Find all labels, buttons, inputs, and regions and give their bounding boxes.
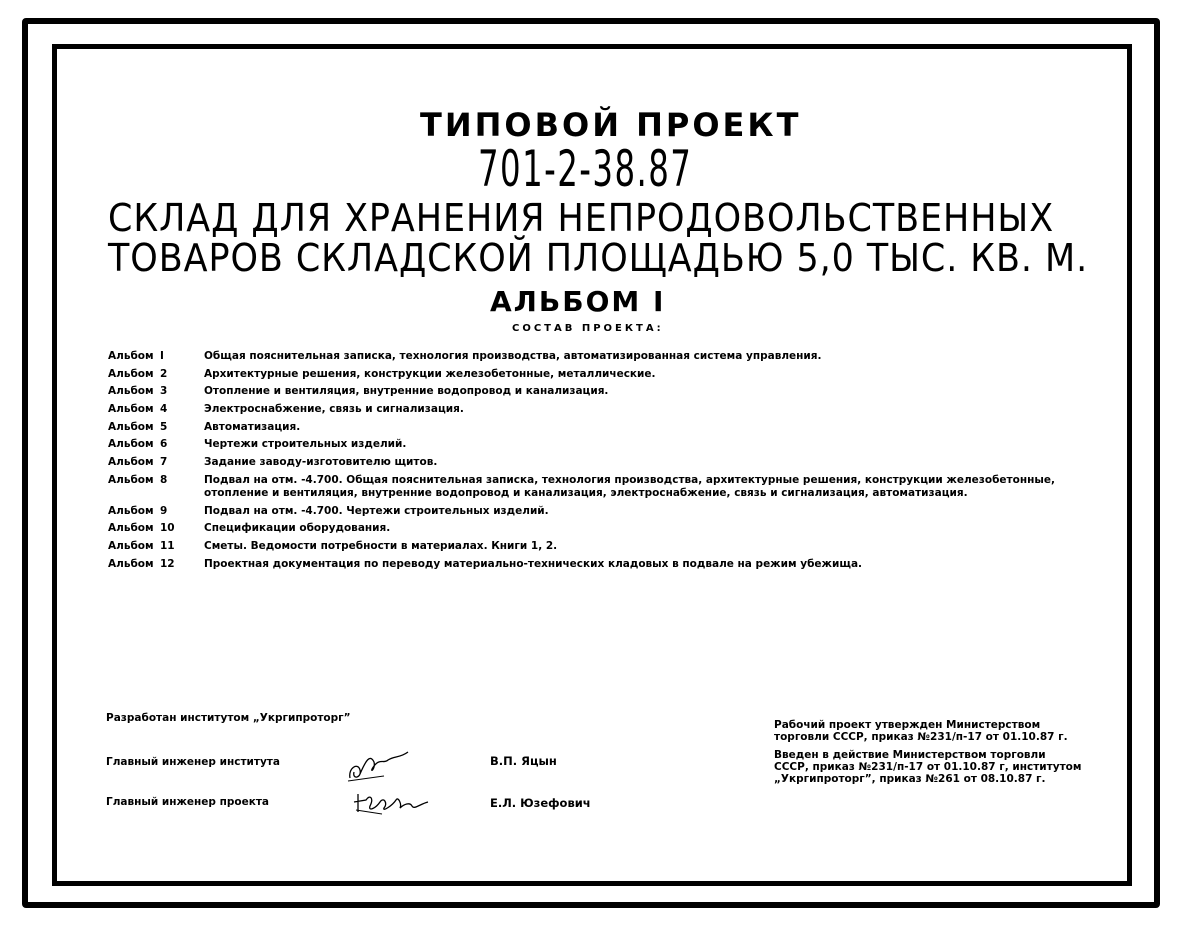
- album-number: 12: [160, 557, 175, 570]
- album-description: Подвал на отм. -4.700. Общая пояснительная записка, технология производства, архитектурные решения, конструкции железобетонные, отопление и вентиляция, внутренние водопровод и канализация, электроснабжение, связь и сигнализация, автоматизация.: [204, 473, 1055, 499]
- album-label: Альбом: [108, 367, 154, 380]
- album-row: [108, 403, 1108, 416]
- album-number: 10: [160, 522, 175, 535]
- album-number: 5: [160, 420, 168, 433]
- project-title: [108, 198, 1088, 278]
- album-row: [108, 456, 1108, 469]
- album-label: Альбом: [108, 557, 154, 570]
- album-label: Альбом: [108, 539, 154, 552]
- album-row: [108, 368, 1108, 381]
- album-description: Спецификации оборудования.: [204, 522, 391, 535]
- album-description: Архитектурные решения, конструкции железобетонные, металлические.: [204, 367, 656, 380]
- album-description: Электроснабжение, связь и сигнализация.: [204, 403, 464, 416]
- album-number: 2: [160, 367, 168, 380]
- developed-by: Разработан институтом „Укргипроторг”: [106, 712, 351, 724]
- album-row: [108, 540, 1108, 553]
- album-description: Подвал на отм. -4.700. Чертежи строительных изделий.: [204, 504, 549, 517]
- composition-heading: СОСТАВ ПРОЕКТА:: [512, 323, 664, 334]
- album-number: 8: [160, 473, 168, 486]
- album-number: I: [160, 350, 164, 362]
- chief-engineer-institute-label: Главный инженер института: [106, 756, 280, 768]
- album-row: [108, 505, 1108, 518]
- album-label: Альбом: [108, 403, 154, 416]
- chief-engineer-project-name: Е.Л. Юзефович: [490, 796, 591, 810]
- album-label: Альбом: [108, 438, 154, 451]
- album-label: Альбом: [108, 350, 154, 362]
- album-row: [108, 421, 1108, 434]
- album-row: [108, 522, 1108, 535]
- album-number: 3: [160, 385, 168, 398]
- chief-engineer-institute-name: В.П. Яцын: [490, 754, 557, 768]
- project-title-line1: СКЛАД ДЛЯ ХРАНЕНИЯ НЕПРОДОВОЛЬСТВЕННЫХ: [108, 196, 1055, 240]
- album-number: 6: [160, 438, 168, 451]
- album-row: [108, 438, 1108, 451]
- approval-note: Рабочий проект утвержден Министерством торговли СССР, приказ №231/п-17 от 01.10.87 г.: [774, 719, 1068, 743]
- album-list: [108, 350, 1108, 575]
- album-description: Чертежи строительных изделий.: [204, 438, 407, 451]
- album-label: Альбом: [108, 420, 154, 433]
- album-number: 9: [160, 504, 168, 517]
- signature-1: [344, 748, 414, 784]
- album-row: [108, 385, 1108, 398]
- album-row: [108, 350, 1108, 363]
- album-title: АЛЬБОМ I: [490, 285, 666, 318]
- album-label: Альбом: [108, 473, 154, 486]
- project-type: ТИПОВОЙ ПРОЕКТ: [420, 106, 802, 144]
- album-label: Альбом: [108, 522, 154, 535]
- project-number: 701-2-38.87: [478, 140, 693, 198]
- album-number: 11: [160, 539, 175, 552]
- album-label: Альбом: [108, 504, 154, 517]
- album-label: Альбом: [108, 456, 154, 469]
- album-description: Проектная документация по переводу материально-технических кладовых в подвале на режим убежища.: [204, 557, 863, 570]
- album-number: 4: [160, 403, 168, 416]
- album-number: 7: [160, 456, 168, 469]
- introduction-note: Введен в действие Министерством торговли СССР, приказ №231/п-17 от 01.10.87 г, институтом „Укргипроторг”, приказ №261 от 08.10.87 г.: [774, 749, 1082, 785]
- album-description: Автоматизация.: [204, 420, 301, 433]
- album-description: Общая пояснительная записка, технология производства, автоматизированная система управления.: [204, 350, 822, 362]
- album-description: Отопление и вентиляция, внутренние водопровод и канализация.: [204, 385, 609, 398]
- signature-2: [352, 790, 436, 816]
- album-row: [108, 558, 1108, 571]
- album-description: Задание заводу-изготовителю щитов.: [204, 456, 438, 469]
- album-label: Альбом: [108, 385, 154, 398]
- project-title-line2: ТОВАРОВ СКЛАДСКОЙ ПЛОЩАДЬЮ 5,0 ТЫС. КВ. М.: [108, 236, 1089, 280]
- album-row: [108, 474, 1108, 500]
- chief-engineer-project-label: Главный инженер проекта: [106, 796, 270, 808]
- album-description: Сметы. Ведомости потребности в материалах. Книги 1, 2.: [204, 539, 558, 552]
